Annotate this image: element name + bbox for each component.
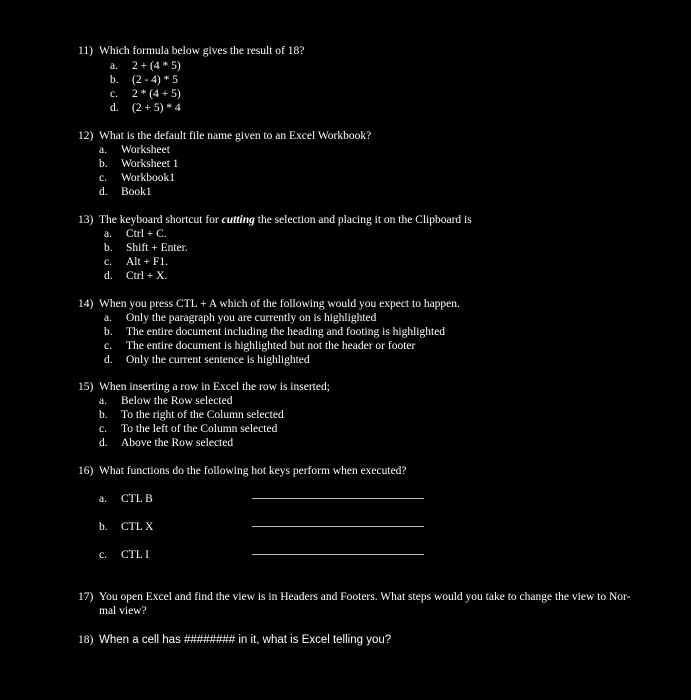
option-text: 2 * (4 + 5) xyxy=(132,88,181,100)
option-letter: b. xyxy=(99,409,108,421)
option-letter: a. xyxy=(99,493,107,505)
option-letter: c. xyxy=(99,172,107,184)
option-text: Above the Row selected xyxy=(121,437,234,449)
option-text: Only the paragraph you are currently on is highlighted xyxy=(126,312,377,324)
question-number: 18) xyxy=(78,634,94,646)
question-text xyxy=(99,213,472,227)
question-number: 13) xyxy=(78,214,94,226)
option-letter: a. xyxy=(104,228,112,240)
option-letter: c. xyxy=(110,88,118,100)
hotkey-label: CTL X xyxy=(121,521,154,533)
option-text: The entire document including the heading and footing is highlighted xyxy=(126,326,446,338)
hotkey-label: CTL B xyxy=(121,493,153,505)
option-letter: c. xyxy=(104,256,112,268)
option-letter: b. xyxy=(104,326,113,338)
question-text: When you press CTL + A which of the following would you expect to happen. xyxy=(99,298,460,310)
option-letter: a. xyxy=(99,144,107,156)
option-text: Worksheet 1 xyxy=(121,158,179,170)
option-text: (2 + 5) * 4 xyxy=(132,102,181,114)
question-text: When inserting a row in Excel the row is inserted; xyxy=(99,381,330,393)
option-letter: b. xyxy=(110,74,119,86)
option-text: Shift + Enter. xyxy=(126,242,188,254)
option-text: (2 - 4) * 5 xyxy=(132,74,178,86)
question-text: When a cell has ######## in it, what is Excel telling you? xyxy=(99,634,392,646)
question-text-line2: mal view? xyxy=(99,605,147,617)
option-letter: a. xyxy=(104,312,112,324)
option-letter: c. xyxy=(99,423,107,435)
question-text: Which formula below gives the result of 18? xyxy=(99,45,305,57)
option-letter: a. xyxy=(99,395,107,407)
question-text: What is the default file name given to an Excel Workbook? xyxy=(99,130,372,142)
question-text: What functions do the following hot keys perform when executed? xyxy=(99,465,407,477)
option-letter: d. xyxy=(99,437,108,449)
question-number: 15) xyxy=(78,381,94,393)
option-text: Alt + F1. xyxy=(126,256,168,268)
option-text: Worksheet xyxy=(121,144,170,156)
option-text: Ctrl + X. xyxy=(126,270,168,282)
question-text-start: The keyboard shortcut for xyxy=(99,214,222,226)
answer-blank-line[interactable] xyxy=(252,498,424,499)
option-text: To the left of the Column selected xyxy=(121,423,278,435)
emphasized-word: cutting xyxy=(221,214,255,226)
option-letter: b. xyxy=(104,242,113,254)
option-text: To the right of the Column selected xyxy=(121,409,284,421)
option-text: Book1 xyxy=(121,186,152,198)
answer-blank-line[interactable] xyxy=(252,526,424,527)
option-letter: d. xyxy=(110,102,119,114)
option-text: 2 + (4 * 5) xyxy=(132,60,181,72)
option-letter: c. xyxy=(99,549,107,561)
question-text-line1: You open Excel and find the view is in Headers and Footers. What steps would you take to change the view to Nor- xyxy=(99,591,631,603)
option-letter: b. xyxy=(99,521,108,533)
option-letter: d. xyxy=(99,186,108,198)
option-text: Below the Row selected xyxy=(121,395,233,407)
option-text: Workbook1 xyxy=(121,172,176,184)
hotkey-label: CTL I xyxy=(121,549,149,561)
answer-blank-line[interactable] xyxy=(252,554,424,555)
option-letter: b. xyxy=(99,158,108,170)
option-letter: c. xyxy=(104,340,112,352)
question-text-end: the selection and placing it on the Clipboard is xyxy=(254,214,472,226)
question-number: 14) xyxy=(78,298,94,310)
option-letter: a. xyxy=(110,60,118,72)
question-number: 17) xyxy=(78,591,94,603)
question-number: 16) xyxy=(78,465,94,477)
question-number: 12) xyxy=(78,130,94,142)
question-number: 11) xyxy=(78,45,93,57)
option-letter: d. xyxy=(104,270,113,282)
option-text: Ctrl + C. xyxy=(126,228,167,240)
option-text: The entire document is highlighted but not the header or footer xyxy=(126,340,416,352)
option-text: Only the current sentence is highlighted xyxy=(126,354,310,366)
option-letter: d. xyxy=(104,354,113,366)
